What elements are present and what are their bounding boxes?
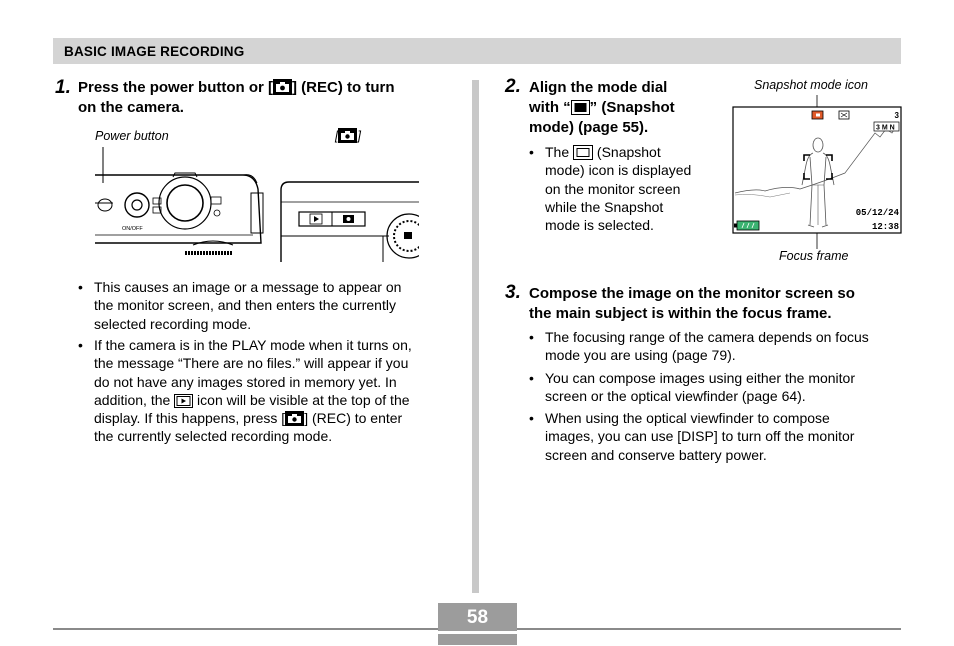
step-3-text: Compose the image on the monitor screen so the main subject is within the focus frame. [529,285,855,322]
onoff-label: ON/OFF [122,226,143,232]
rec-button-caption: [ ] [335,129,361,143]
camera-top-illustration [93,143,273,263]
date-display: 05/12/24 [855,208,899,218]
page-number: 58 [466,607,489,628]
bullet-dot: • [529,410,534,426]
svg-text:3 M N: 3 M N [876,124,895,132]
focus-frame-caption: Focus frame [779,249,849,263]
left-bullet-2: • If the camera is in the PLAY mode when it turns on, the message “There are no files.” will appear if you do not have any images stored in memory yet. In addition, the icon will be visible at the top of the display. If this happens, press [ ] (REC) to enter the currently selected recording mode. [78,337,412,445]
page-number-box [438,603,517,645]
camera-back-illustration [279,178,419,262]
bullet-dot: • [78,337,83,353]
shots-remaining: 3 [894,111,899,120]
monitor-screen-illustration [730,93,905,253]
step-1-line-2: on the camera. [78,99,184,116]
time-display: 12:38 [871,222,899,232]
snapshot-mode-icon [573,145,593,160]
snapshot-mode-icon [571,100,590,115]
section-title: BASIC IMAGE RECORDING [64,44,245,59]
snapshot-mode-icon-caption: Snapshot mode icon [754,78,868,92]
step-2-number: 2. [505,76,521,97]
rec-camera-icon [338,128,357,143]
step-3-bullet-1: • The focusing range of the camera depends on focus mode you are using (page 79). [529,329,869,364]
rec-camera-icon [285,411,304,426]
bullet-dot: • [529,329,534,345]
step-2-text: Align the mode dial with “ ” (Snapshot mode) (page 55). [529,79,675,136]
step-1-text [78,78,395,118]
bullet-dot: • [78,279,83,295]
step-3-number: 3. [505,282,521,303]
bullet-dot: • [529,370,534,386]
power-button-caption: Power button [95,129,169,143]
rec-camera-icon [273,79,292,95]
play-icon [174,394,193,408]
step-1-number: 1. [55,77,71,98]
left-bullet-1: • This causes an image or a message to appear on the monitor screen, and then enters the currently selected recording mode. [78,279,402,332]
step-3-bullet-2: • You can compose images using either the monitor screen or the optical viewfinder (page 64). [529,370,855,405]
column-divider [472,80,479,593]
step-2-bullet: • The (Snapshot mode) icon is displayed on the monitor screen while the Snapshot mode is selected. [529,144,692,234]
step-1-line-1: Press the power button or [ ] (REC) to turn [78,79,395,96]
bullet-dot: • [529,144,534,160]
section-header-bar [53,38,901,64]
step-3-bullet-3: • When using the optical viewfinder to compose images, you can use [DISP] to turn off the monitor screen and conserve battery power. [529,410,855,463]
